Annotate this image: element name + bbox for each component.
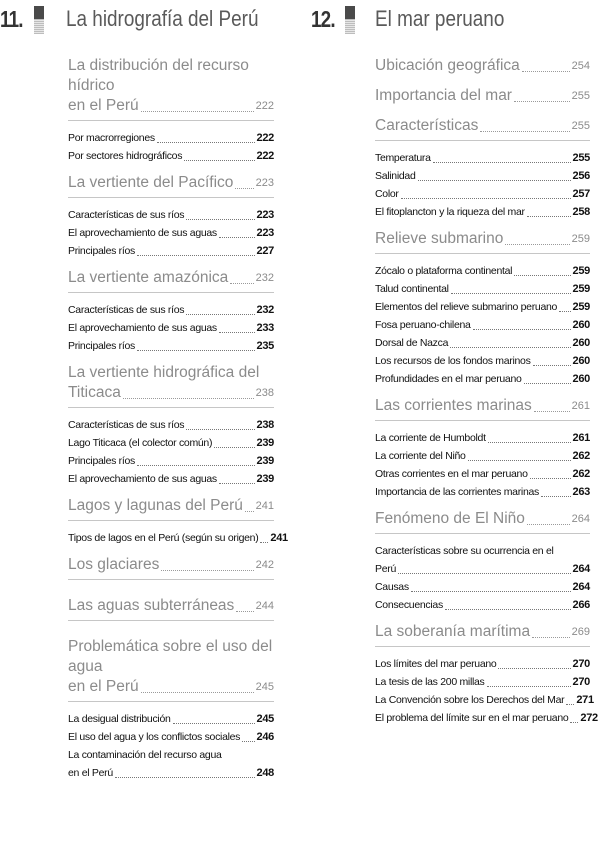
leader-dots [533, 365, 571, 366]
section-page: 238 [255, 387, 274, 399]
section-title-link[interactable] [68, 549, 274, 575]
toc-section [375, 110, 590, 223]
toc-item-page: 223 [256, 227, 274, 239]
toc-item[interactable] [375, 334, 590, 352]
toc-item-page: 264 [572, 581, 590, 593]
section-divider [68, 579, 274, 580]
section-title: La vertiente amazónica [68, 269, 229, 286]
leader-dots [123, 398, 254, 399]
toc-item[interactable] [375, 447, 590, 465]
toc-item[interactable] [68, 147, 274, 165]
leader-dots [570, 722, 578, 723]
section-page: 244 [255, 600, 274, 612]
toc-item[interactable] [68, 710, 274, 728]
section-page: 264 [571, 513, 590, 525]
section-title: Características [375, 117, 479, 134]
toc-item[interactable] [375, 596, 590, 614]
leader-dots [214, 447, 254, 448]
leader-dots [401, 198, 571, 199]
leader-dots [566, 704, 574, 705]
leader-dots [137, 350, 255, 351]
toc-section [375, 390, 590, 503]
toc-item-text: Elementos del relieve submarino peruano [375, 301, 558, 313]
toc-item-text: Características de sus ríos [68, 209, 185, 221]
toc-section [375, 616, 598, 729]
toc-item-page: 259 [572, 265, 590, 277]
toc-list [375, 50, 598, 729]
toc-items [375, 76, 590, 78]
toc-item-text: Principales ríos [68, 340, 135, 352]
section-page: 245 [255, 681, 274, 693]
leader-dots [534, 411, 570, 412]
toc-item-page: 233 [256, 322, 274, 334]
toc-item-page: 239 [256, 473, 274, 485]
toc-item[interactable] [375, 316, 590, 334]
leader-dots [532, 637, 570, 638]
leader-dots [418, 180, 571, 181]
toc-item-page: 258 [572, 206, 590, 218]
toc-item-line: en el Perú [68, 767, 113, 779]
toc-item-page: 241 [270, 532, 288, 544]
chapter-number: 12. [311, 6, 335, 32]
toc-item[interactable] [375, 578, 590, 596]
toc-item-text: El uso del agua y los conflictos sociales [68, 731, 241, 743]
toc-item[interactable] [375, 465, 590, 483]
section-title-line: en el Perú [68, 97, 139, 114]
chapter-title: La hidrografía del Perú [66, 6, 259, 31]
section-page: 261 [571, 400, 590, 412]
leader-dots [186, 314, 254, 315]
section-page: 242 [255, 559, 274, 571]
toc-item[interactable] [68, 319, 274, 337]
section-title-link[interactable] [375, 616, 590, 642]
section-page: 222 [255, 100, 274, 112]
section-title: Las aguas subterráneas [68, 597, 235, 614]
toc-item-text: Otras corrientes en el mar peruano [375, 468, 528, 480]
toc-section [375, 223, 590, 390]
toc-item-page: 272 [580, 712, 598, 724]
chapter-11-column [0, 0, 300, 779]
leader-dots [161, 570, 253, 571]
toc-item-page: 262 [572, 450, 590, 462]
chapter-square-icon [345, 6, 355, 34]
section-divider [68, 407, 274, 408]
section-divider [68, 520, 274, 521]
leader-dots [450, 347, 570, 348]
leader-dots [505, 244, 569, 245]
toc-item[interactable] [375, 352, 590, 370]
section-title-line: Titicaca [68, 384, 121, 401]
leader-dots [468, 460, 571, 461]
section-title-row [68, 677, 274, 697]
leader-dots [411, 591, 571, 592]
leader-dots [514, 101, 570, 102]
toc-section [68, 549, 274, 590]
toc-item-page: 260 [572, 337, 590, 349]
toc-item-text: Zócalo o plataforma continental [375, 265, 513, 277]
toc-item-page: 245 [256, 713, 274, 725]
section-page: 254 [571, 60, 590, 72]
section-page: 255 [571, 120, 590, 132]
toc-section [68, 167, 274, 262]
toc-item-text: Causas [375, 581, 409, 593]
toc-item[interactable] [375, 483, 590, 501]
toc-item[interactable] [68, 452, 274, 470]
section-title-link[interactable] [375, 50, 590, 76]
toc-items [375, 655, 598, 729]
toc-section [68, 50, 274, 167]
toc-item[interactable] [68, 301, 274, 319]
toc-item-text: La desigual distribución [68, 713, 171, 725]
leader-dots [559, 311, 570, 312]
section-title-row [68, 96, 274, 116]
section-title-link[interactable] [68, 262, 274, 288]
section-title-link[interactable] [375, 223, 590, 249]
leader-dots [186, 429, 254, 430]
section-page: 223 [255, 177, 274, 189]
toc-item[interactable] [68, 337, 274, 355]
toc-item[interactable] [68, 728, 274, 746]
leader-dots [137, 465, 255, 466]
section-title-link[interactable] [375, 503, 590, 529]
toc-item[interactable] [375, 298, 590, 316]
toc-item-row [375, 560, 590, 578]
toc-section [68, 590, 274, 631]
toc-item-text: Consecuencias [375, 599, 443, 611]
toc-item-text: Lago Titicaca (el colector común) [68, 437, 213, 449]
toc-item-page: 223 [256, 209, 274, 221]
leader-dots [260, 542, 268, 543]
section-divider [68, 620, 274, 621]
leader-dots [473, 329, 571, 330]
toc-item-text: Principales ríos [68, 245, 135, 257]
section-page: 232 [255, 272, 274, 284]
section-divider [375, 140, 590, 141]
toc-item-page: 271 [576, 694, 594, 706]
section-divider [68, 701, 274, 702]
section-divider [68, 120, 274, 121]
leader-dots [245, 511, 254, 512]
toc-section [68, 490, 288, 549]
leader-dots [115, 777, 255, 778]
toc-item-page: 270 [572, 676, 590, 688]
section-title: La soberanía marítima [375, 623, 531, 640]
toc-items [375, 262, 590, 390]
toc-item-text: Temperatura [375, 152, 431, 164]
toc-items [375, 106, 590, 108]
leader-dots [541, 496, 571, 497]
toc-item-row [68, 764, 274, 782]
section-title-line: en el Perú [68, 678, 139, 695]
leader-dots [230, 283, 253, 284]
chapter-title: El mar peruano [375, 6, 505, 31]
toc-item-text: El aprovechamiento de sus aguas [68, 227, 217, 239]
leader-dots [398, 573, 571, 574]
leader-dots [141, 692, 254, 693]
section-title: Los glaciares [68, 556, 160, 573]
toc-item[interactable] [375, 185, 590, 203]
toc-items [68, 129, 274, 167]
toc-item-line: La contaminación del recurso agua [68, 749, 222, 761]
toc-item[interactable] [375, 429, 590, 447]
section-divider [375, 253, 590, 254]
toc-item-text: Fosa peruano-chilena [375, 319, 471, 331]
section-divider [375, 420, 590, 421]
toc-item-text: Los límites del mar peruano [375, 658, 497, 670]
section-page: 241 [255, 500, 274, 512]
toc-item-text: La corriente del Niño [375, 450, 466, 462]
toc-item-page: 260 [572, 373, 590, 385]
toc-item-text: Por sectores hidrográficos [68, 150, 183, 162]
section-title-link[interactable] [68, 50, 274, 116]
toc-item[interactable] [375, 262, 590, 280]
section-title: Lagos y lagunas del Perú [68, 497, 243, 514]
section-title: Ubicación geográfica [375, 57, 520, 74]
section-title-row [68, 383, 274, 403]
leader-dots [445, 609, 571, 610]
section-title-link[interactable] [68, 490, 274, 516]
toc-item[interactable] [375, 673, 590, 691]
leader-dots [433, 162, 571, 163]
section-title-line: La vertiente hidrográfica del [68, 364, 260, 381]
section-title-link[interactable] [375, 110, 590, 136]
toc-item-page: 255 [572, 152, 590, 164]
toc-item-page: 239 [256, 437, 274, 449]
section-divider [375, 646, 590, 647]
toc-items [375, 149, 590, 223]
leader-dots [527, 216, 571, 217]
leader-dots [522, 71, 570, 72]
toc-item-page: 248 [256, 767, 274, 779]
toc-item[interactable] [375, 280, 590, 298]
toc-item[interactable] [375, 167, 590, 185]
leader-dots [498, 668, 570, 669]
chapter-number: 11. [0, 6, 23, 32]
section-page: 259 [571, 233, 590, 245]
section-title-link[interactable] [68, 167, 274, 193]
toc-item-page: 239 [256, 455, 274, 467]
section-title-link[interactable] [68, 590, 274, 616]
leader-dots [219, 483, 255, 484]
section-title: Las corrientes marinas [375, 397, 532, 414]
toc-item-text: El aprovechamiento de sus aguas [68, 473, 217, 485]
toc-item-page: 235 [256, 340, 274, 352]
toc-item[interactable] [375, 542, 590, 578]
toc-item-page: 227 [256, 245, 274, 257]
toc-item-page: 238 [256, 419, 274, 431]
leader-dots [530, 478, 571, 479]
section-divider [375, 533, 590, 534]
leader-dots [524, 383, 571, 384]
toc-item-text: Talud continental [375, 283, 449, 295]
leader-dots [480, 131, 569, 132]
toc-section [375, 50, 590, 78]
toc-item-page: 257 [572, 188, 590, 200]
toc-item-text: El problema del límite sur en el mar peruano [375, 712, 569, 724]
toc-item-page: 270 [572, 658, 590, 670]
leader-dots [141, 111, 254, 112]
leader-dots [236, 611, 253, 612]
toc-item-page: 266 [572, 599, 590, 611]
toc-item[interactable] [375, 655, 590, 673]
leader-dots [235, 188, 253, 189]
leader-dots [137, 255, 255, 256]
toc-item[interactable] [68, 206, 274, 224]
leader-dots [487, 686, 571, 687]
leader-dots [527, 524, 570, 525]
toc-item-page: 260 [572, 355, 590, 367]
toc-item-line: Perú [375, 563, 396, 575]
toc-item-page: 232 [256, 304, 274, 316]
toc-item[interactable] [375, 691, 594, 709]
toc-items [375, 429, 590, 503]
leader-dots [219, 237, 255, 238]
chapter-header [0, 0, 300, 45]
toc-item[interactable] [375, 370, 590, 388]
toc-item-text: Tipos de lagos en el Perú (según su origen) [68, 532, 259, 544]
toc-section [68, 262, 274, 357]
section-divider [68, 197, 274, 198]
section-page: 255 [571, 90, 590, 102]
toc-section [375, 80, 590, 108]
toc-item-page: 256 [572, 170, 590, 182]
toc-item-page: 259 [572, 301, 590, 313]
chapter-header [305, 0, 600, 45]
toc-item-text: Salinidad [375, 170, 416, 182]
leader-dots [242, 741, 254, 742]
toc-item-page: 262 [572, 468, 590, 480]
section-title: Relieve submarino [375, 230, 504, 247]
toc-items [68, 206, 274, 262]
toc-item-text: Principales ríos [68, 455, 135, 467]
toc-item-text: La tesis de las 200 millas [375, 676, 485, 688]
leader-dots [184, 160, 254, 161]
toc-item[interactable] [68, 470, 274, 488]
section-title-line: La distribución del recurso hídrico [68, 57, 249, 94]
toc-section [375, 503, 590, 616]
toc-items [375, 542, 590, 616]
toc-item-text: La Convención sobre los Derechos del Mar [375, 694, 565, 706]
toc-item-page: 222 [256, 150, 274, 162]
section-divider [68, 292, 274, 293]
leader-dots [186, 219, 254, 220]
leader-dots [488, 442, 571, 443]
toc-item[interactable] [68, 416, 274, 434]
toc-item[interactable] [68, 129, 274, 147]
toc-item-page: 246 [256, 731, 274, 743]
chapter-square-icon [34, 6, 44, 34]
leader-dots [514, 275, 570, 276]
toc-items [68, 710, 274, 784]
section-title-link[interactable] [375, 390, 590, 416]
toc-item[interactable] [68, 434, 274, 452]
toc-item-text: Color [375, 188, 399, 200]
section-title: Importancia del mar [375, 87, 512, 104]
toc-item[interactable] [375, 709, 598, 727]
leader-dots [173, 723, 255, 724]
toc-item[interactable] [68, 242, 274, 260]
toc-item[interactable] [68, 224, 274, 242]
section-page: 269 [571, 626, 590, 638]
toc-item[interactable] [68, 746, 274, 782]
toc-item-page: 222 [256, 132, 274, 144]
leader-dots [219, 332, 255, 333]
toc-items [68, 529, 288, 549]
toc-item-page: 260 [572, 319, 590, 331]
section-title-link[interactable] [68, 357, 274, 403]
toc-item-text: El aprovechamiento de sus aguas [68, 322, 217, 334]
toc-section [68, 357, 274, 490]
toc-items [68, 416, 274, 490]
leader-dots [451, 293, 571, 294]
section-title-link[interactable] [375, 80, 590, 106]
toc-item-text: El fitoplancton y la riqueza del mar [375, 206, 525, 218]
toc-item-text: Profundidades en el mar peruano [375, 373, 522, 385]
section-title: Fenómeno de El Niño [375, 510, 525, 527]
section-title-line: Problemática sobre el uso del agua [68, 638, 273, 675]
chapter-12-column [305, 0, 600, 724]
toc-items [68, 301, 274, 357]
toc-item-text: Por macrorregiones [68, 132, 155, 144]
toc-item-text: Características de sus ríos [68, 419, 185, 431]
leader-dots [157, 142, 255, 143]
toc-item-text: La corriente de Humboldt [375, 432, 486, 444]
toc-list [68, 50, 288, 784]
toc-item-page: 263 [572, 486, 590, 498]
toc-item-line: Características sobre su ocurrencia en el [375, 545, 554, 557]
toc-item-text: Dorsal de Nazca [375, 337, 449, 349]
toc-item-text: Los recursos de los fondos marinos [375, 355, 531, 367]
toc-item-page: 264 [572, 563, 590, 575]
toc-item[interactable] [375, 149, 590, 167]
toc-item-text: Importancia de las corrientes marinas [375, 486, 539, 498]
section-title: La vertiente del Pacífico [68, 174, 234, 191]
toc-item-page: 261 [572, 432, 590, 444]
section-title-link[interactable] [68, 631, 274, 697]
toc-section [68, 631, 274, 784]
toc-item[interactable] [68, 529, 288, 547]
toc-item[interactable] [375, 203, 590, 221]
toc-item-text: Características de sus ríos [68, 304, 185, 316]
toc-item-page: 259 [572, 283, 590, 295]
